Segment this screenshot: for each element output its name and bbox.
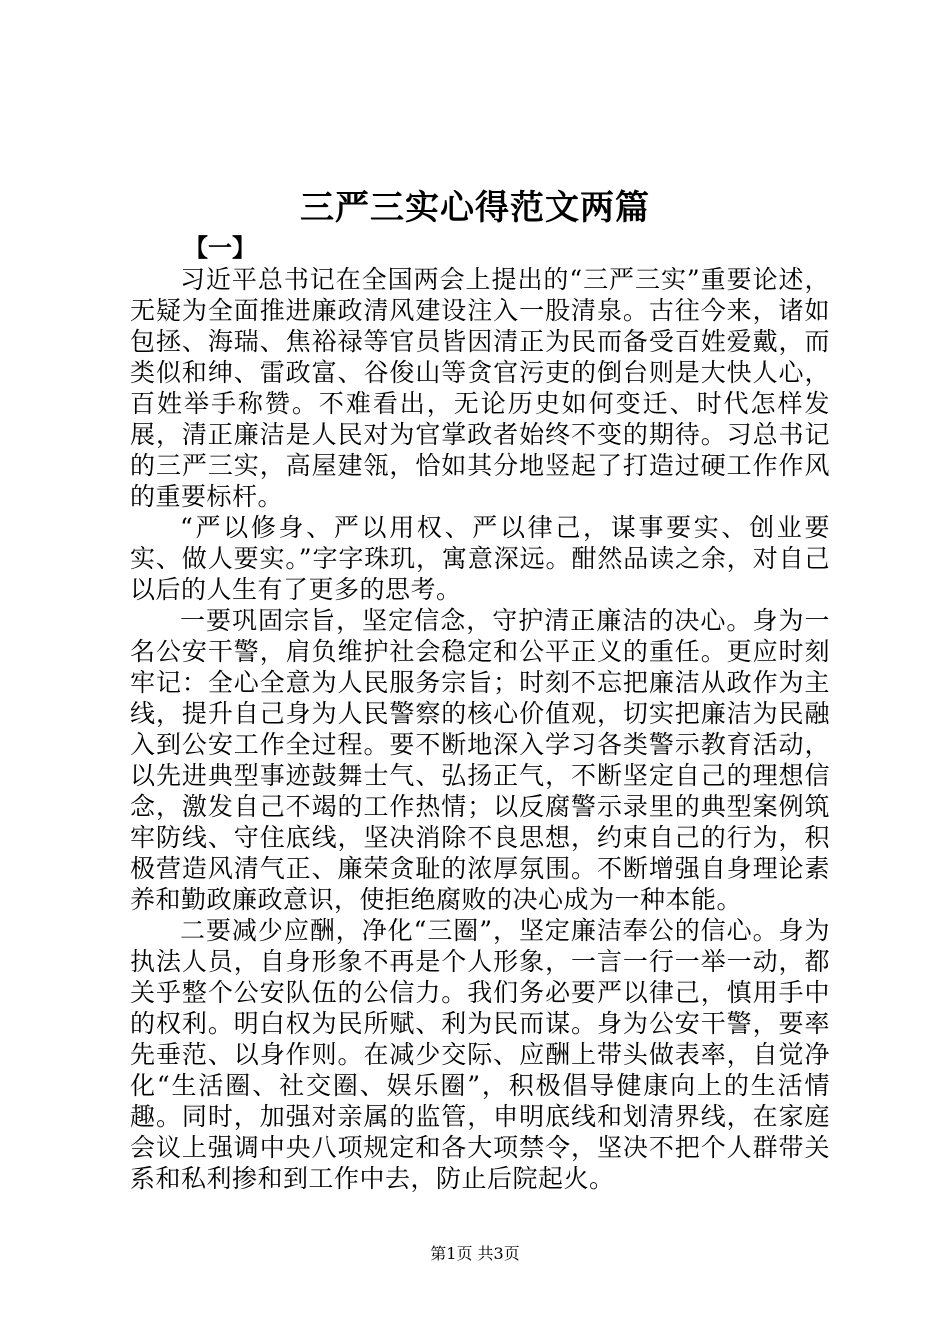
paragraph-quote: “严以修身、严以用权、严以律己，谋事要实、创业要实、做人要实。”字字珠玑，寓意深远。酣然品读之余，对自己以后的人生有了更多的思考。 bbox=[130, 513, 830, 604]
paragraph-point-one: 一要巩固宗旨，坚定信念，守护清正廉洁的决心。身为一名公安干警，肩负维护社会稳定和公平正义的重任。更应时刻牢记：全心全意为人民服务宗旨；时刻不忘把廉洁从政作为主线，提升自己身为人民警察的核心价值观，切实把廉洁为民融入到公安工作全过程。要不断地深入学习各类警示教育活动，以先进典型事迹鼓舞士气、弘扬正气，不断坚定自己的理想信念，激发自己不竭的工作热情；以反腐警示录里的典型案例筑牢防线、守住底线，坚决消除不良思想，约束自己的行为，积极营造风清气正、廉荣贪耻的浓厚氛围。不断增强自身理论素养和勤政廉政意识，使拒绝腐败的决心成为一种本能。 bbox=[130, 606, 830, 914]
section-label: 【一】 bbox=[184, 233, 256, 262]
paragraph-intro: 习近平总书记在全国两会上提出的“三严三实”重要论述，无疑为全面推进廉政清风建设注入一股清泉。古往今来，诸如包拯、海瑞、焦裕禄等官员皆因清正为民而备受百姓爱戴，而类似和绅、雷政富、谷俊山等贪官污吏的倒台则是大快人心，百姓举手称赞。不难看出，无论历史如何变迁、时代怎样发展，清正廉洁是人民对为官掌政者始终不变的期待。习总书记的三严三实，高屋建瓴，恰如其分地竖起了打造过硬工作作风的重要标杆。 bbox=[130, 265, 830, 511]
document-title: 三严三实心得范文两篇 bbox=[300, 188, 650, 228]
document-body bbox=[130, 232, 830, 1194]
paragraph-point-two: 二要减少应酬，净化“三圈”，坚定廉洁奉公的信心。身为执法人员，自身形象不再是个人形象，一言一行一举一动，都关乎整个公安队伍的公信力。我们务必要严以律己，慎用手中的权利。明白权为民所赋、利为民而谋。身为公安干警，要率先垂范、以身作则。在减少交际、应酬上带头做表率，自觉净化“生活圈、社交圈、娱乐圈”，积极倡导健康向上的生活情趣。同时，加强对亲属的监管，申明底线和划清界线，在家庭会议上强调中央八项规定和各大项禁令，坚决不把个人群带关系和私利掺和到工作中去，防止后院起火。 bbox=[130, 916, 830, 1193]
page-footer: 第1页 共3页 bbox=[430, 1244, 520, 1263]
